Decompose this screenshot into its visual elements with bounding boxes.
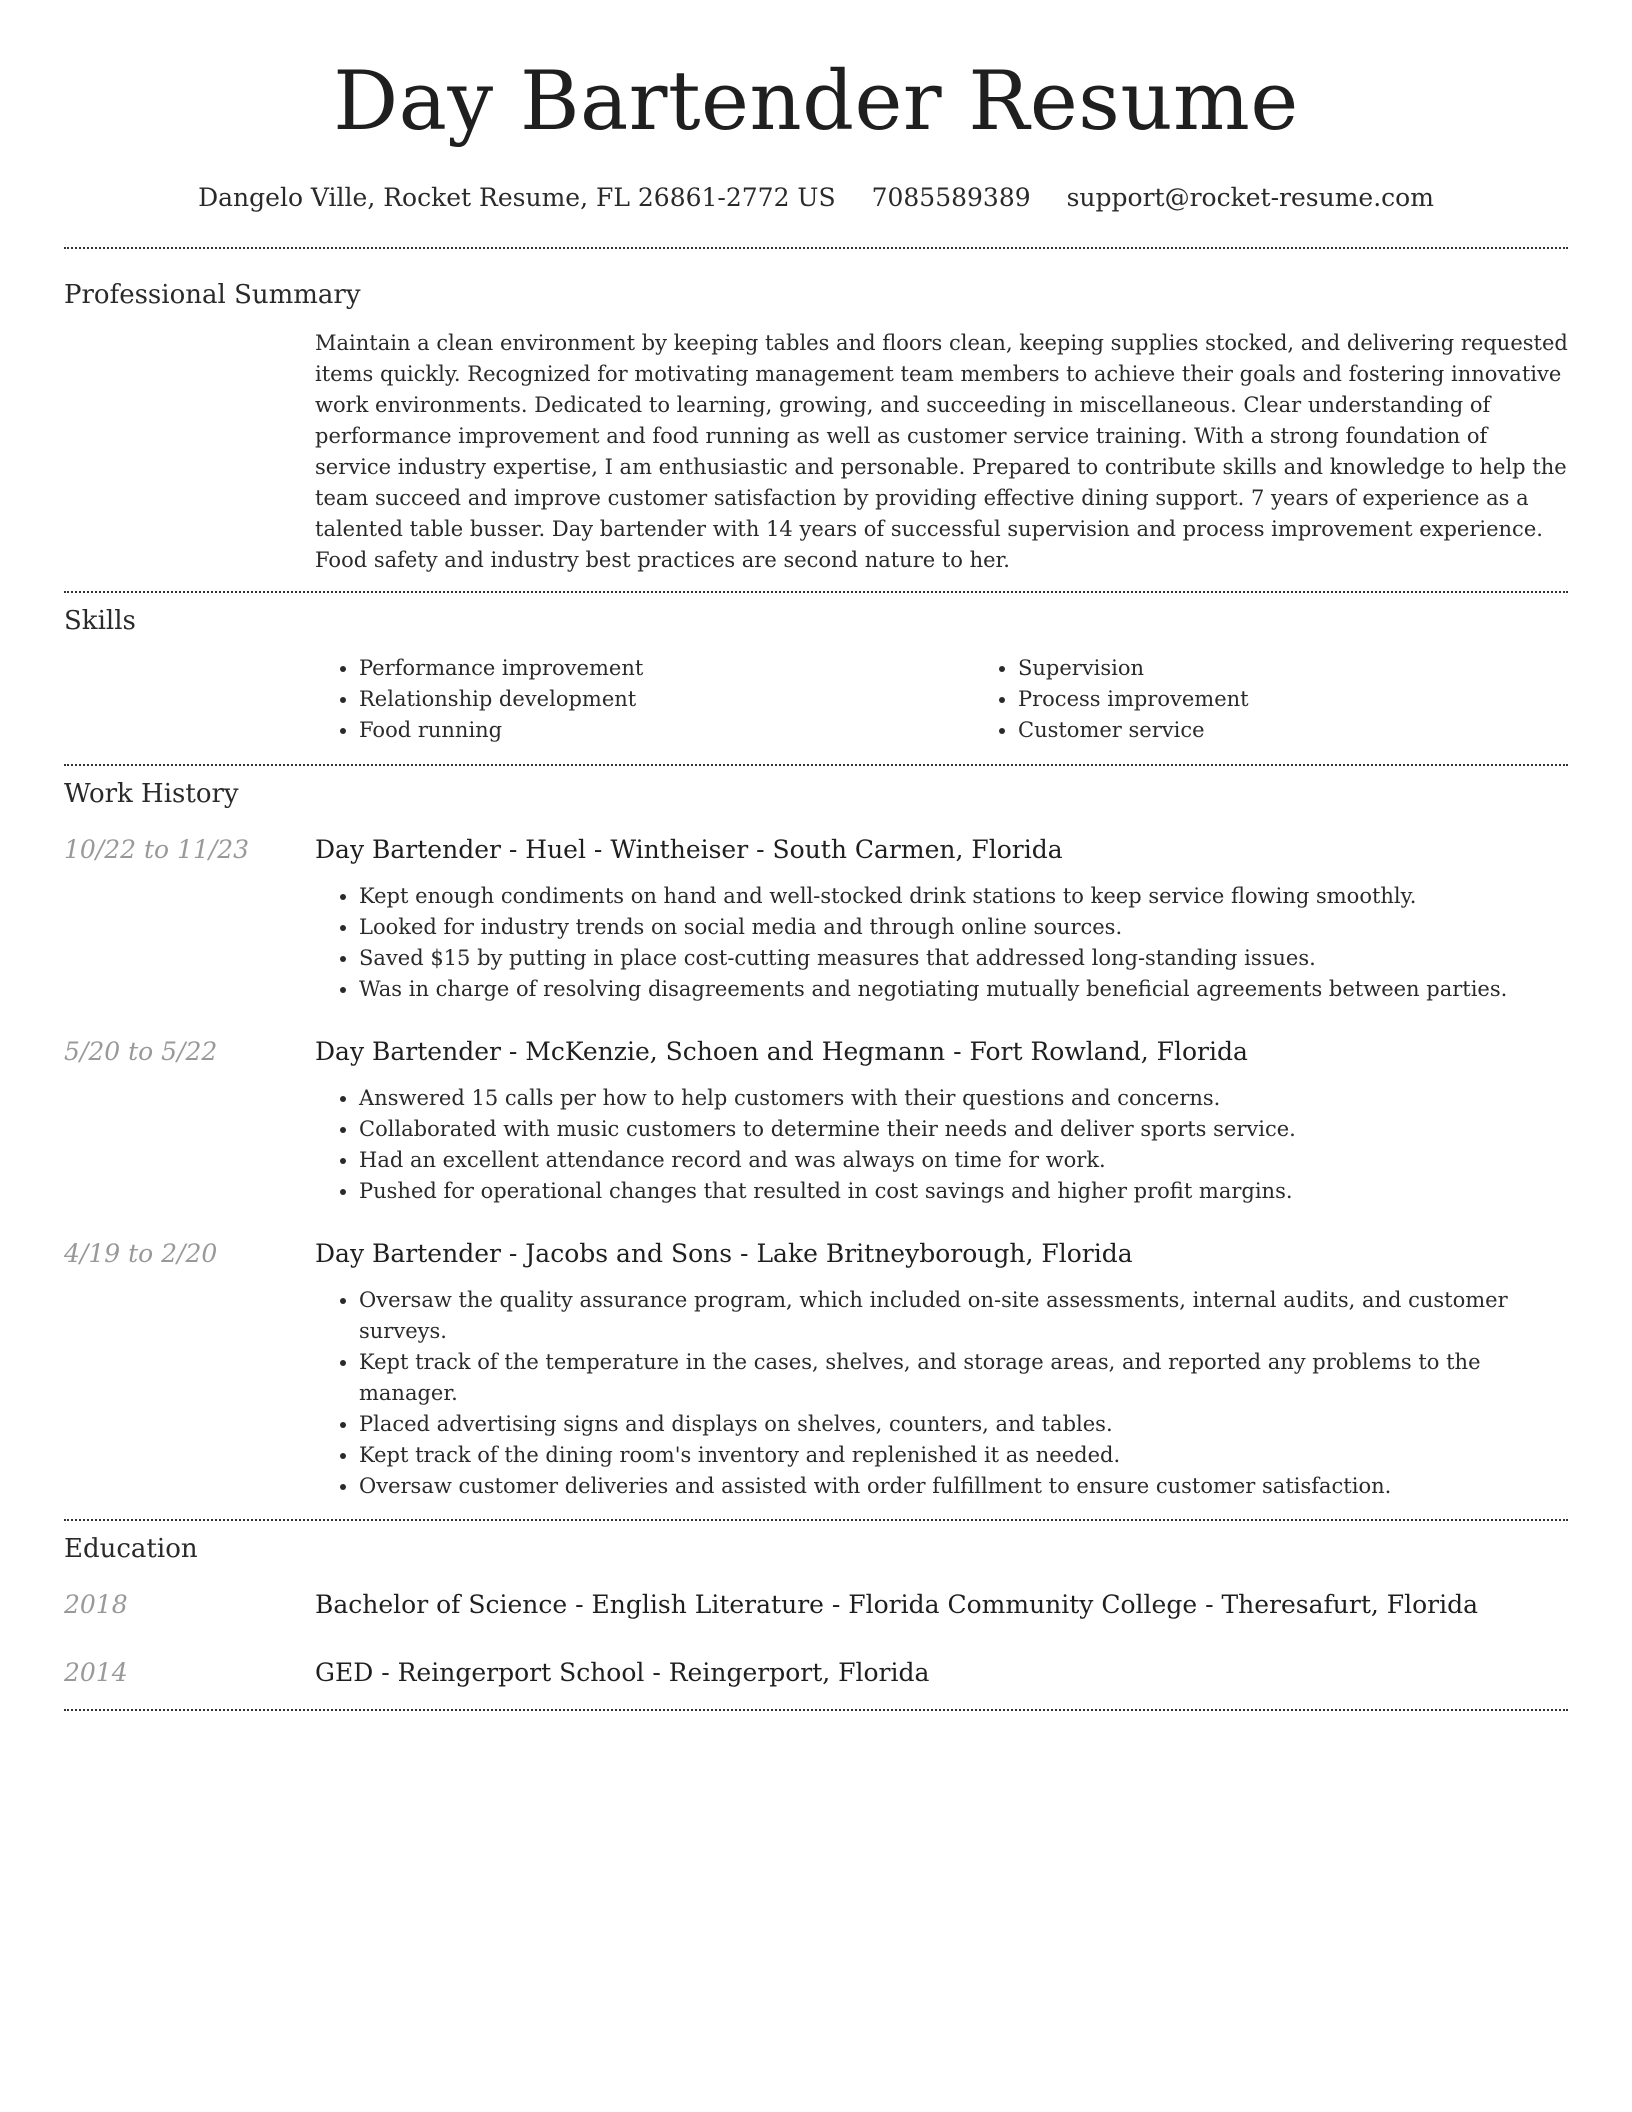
contact-phone: 7085589389 [871, 183, 1031, 212]
job-bullet: • Looked for industry trends on social media and through online sources. [359, 912, 1568, 943]
summary-text: Maintain a clean environment by keeping tables and floors clean, keeping supplies stocked, and delivering requested items quickly. Recognized for motivating management team members to achieve their goals and fostering innovative work environments. Dedicated to learning, growing, and succeeding in miscellaneous. Clear understanding of performance improvement and food running as well as customer service training. With a strong foundation of service industry expertise, I am enthusiastic and personable. Prepared to contribute skills and knowledge to help the team succeed and improve customer satisfaction by providing effective dining support. 7 years of experience as a talented table busser. Day bartender with 14 years of successful supervision and process improvement experience. Food safety and industry best practices are second nature to her. [315, 331, 1568, 572]
work-section [64, 766, 1568, 1502]
contact-address: Dangelo Ville, Rocket Resume, FL 26861-2772 US [198, 183, 836, 212]
job-dates: 4/19 to 2/20 [64, 1239, 218, 1268]
job-bullet: • Collaborated with music customers to determine their needs and deliver sports service. [359, 1114, 1568, 1145]
job-bullet: • Had an excellent attendance record and was always on time for work. [359, 1145, 1568, 1176]
job-bullet: • Kept track of the dining room's inventory and replenished it as needed. [359, 1440, 1568, 1471]
job-title: Day Bartender - Jacobs and Sons - Lake Britneyborough, Florida [315, 1239, 1133, 1268]
job-dates: 10/22 to 11/23 [64, 835, 250, 864]
job-bullet: • Kept track of the temperature in the cases, shelves, and storage areas, and reported any problems to the manager. [359, 1347, 1568, 1409]
summary-body [315, 328, 1568, 576]
job-title: Day Bartender - McKenzie, Schoen and Hegmann - Fort Rowland, Florida [315, 1037, 1248, 1066]
job-dates: 5/20 to 5/22 [64, 1037, 218, 1066]
job-body [315, 1035, 1568, 1207]
job-body [315, 1237, 1568, 1502]
skills-row [64, 653, 1568, 746]
education-entry [64, 1588, 1568, 1622]
education-year: 2018 [64, 1590, 128, 1619]
job-bullets [315, 1083, 1568, 1207]
education-heading: Education [64, 1534, 198, 1564]
summary-row [64, 328, 1568, 576]
job-bullet: • Kept enough condiments on hand and well-stocked drink stations to keep service flowing smoothly. [359, 881, 1568, 912]
skills-list-left [315, 653, 974, 746]
summary-section [64, 249, 1568, 576]
education-year: 2014 [64, 1658, 128, 1687]
skills-grid [315, 653, 1568, 746]
job-bullets [315, 1285, 1568, 1502]
education-title: Bachelor of Science - English Literature - Florida Community College - Theresafurt, Florida [315, 1590, 1479, 1619]
section-divider [64, 1709, 1568, 1711]
job-bullet: • Was in charge of resolving disagreements and negotiating mutually beneficial agreements between parties. [359, 974, 1568, 1005]
education-body [315, 1656, 1568, 1690]
job-entry [64, 1237, 1568, 1502]
skills-section [64, 593, 1568, 746]
work-heading: Work History [64, 779, 239, 809]
job-bullet: • Pushed for operational changes that resulted in cost savings and higher profit margins. [359, 1176, 1568, 1207]
job-bullet: • Placed advertising signs and displays on shelves, counters, and tables. [359, 1409, 1568, 1440]
job-entry [64, 833, 1568, 1005]
skill-item: • Food running [359, 715, 974, 746]
job-body [315, 833, 1568, 1005]
skill-item: • Performance improvement [359, 653, 974, 684]
education-body [315, 1588, 1568, 1622]
skill-item: • Relationship development [359, 684, 974, 715]
education-title: GED - Reingerport School - Reingerport, Florida [315, 1658, 930, 1687]
job-entry [64, 1035, 1568, 1207]
skills-list-right [974, 653, 1632, 746]
skill-item: • Customer service [1018, 715, 1632, 746]
skills-heading: Skills [64, 606, 136, 636]
job-bullet: • Answered 15 calls per how to help customers with their questions and concerns. [359, 1083, 1568, 1114]
education-section [64, 1521, 1568, 1690]
job-bullet: • Saved $15 by putting in place cost-cutting measures that addressed long-standing issues. [359, 943, 1568, 974]
contact-line [64, 182, 1568, 214]
skill-item: • Process improvement [1018, 684, 1632, 715]
job-title: Day Bartender - Huel - Wintheiser - South Carmen, Florida [315, 835, 1063, 864]
job-bullet: • Oversaw the quality assurance program, which included on-site assessments, internal audits, and customer surveys. [359, 1285, 1568, 1347]
education-entry [64, 1656, 1568, 1690]
job-bullet: • Oversaw customer deliveries and assisted with order fulfillment to ensure customer satisfaction. [359, 1471, 1568, 1502]
job-bullets [315, 881, 1568, 1005]
resume-title: Day Bartender Resume [333, 55, 1299, 149]
contact-email: support@rocket-resume.com [1066, 183, 1434, 212]
summary-heading: Professional Summary [64, 280, 361, 310]
skill-item: • Supervision [1018, 653, 1632, 684]
